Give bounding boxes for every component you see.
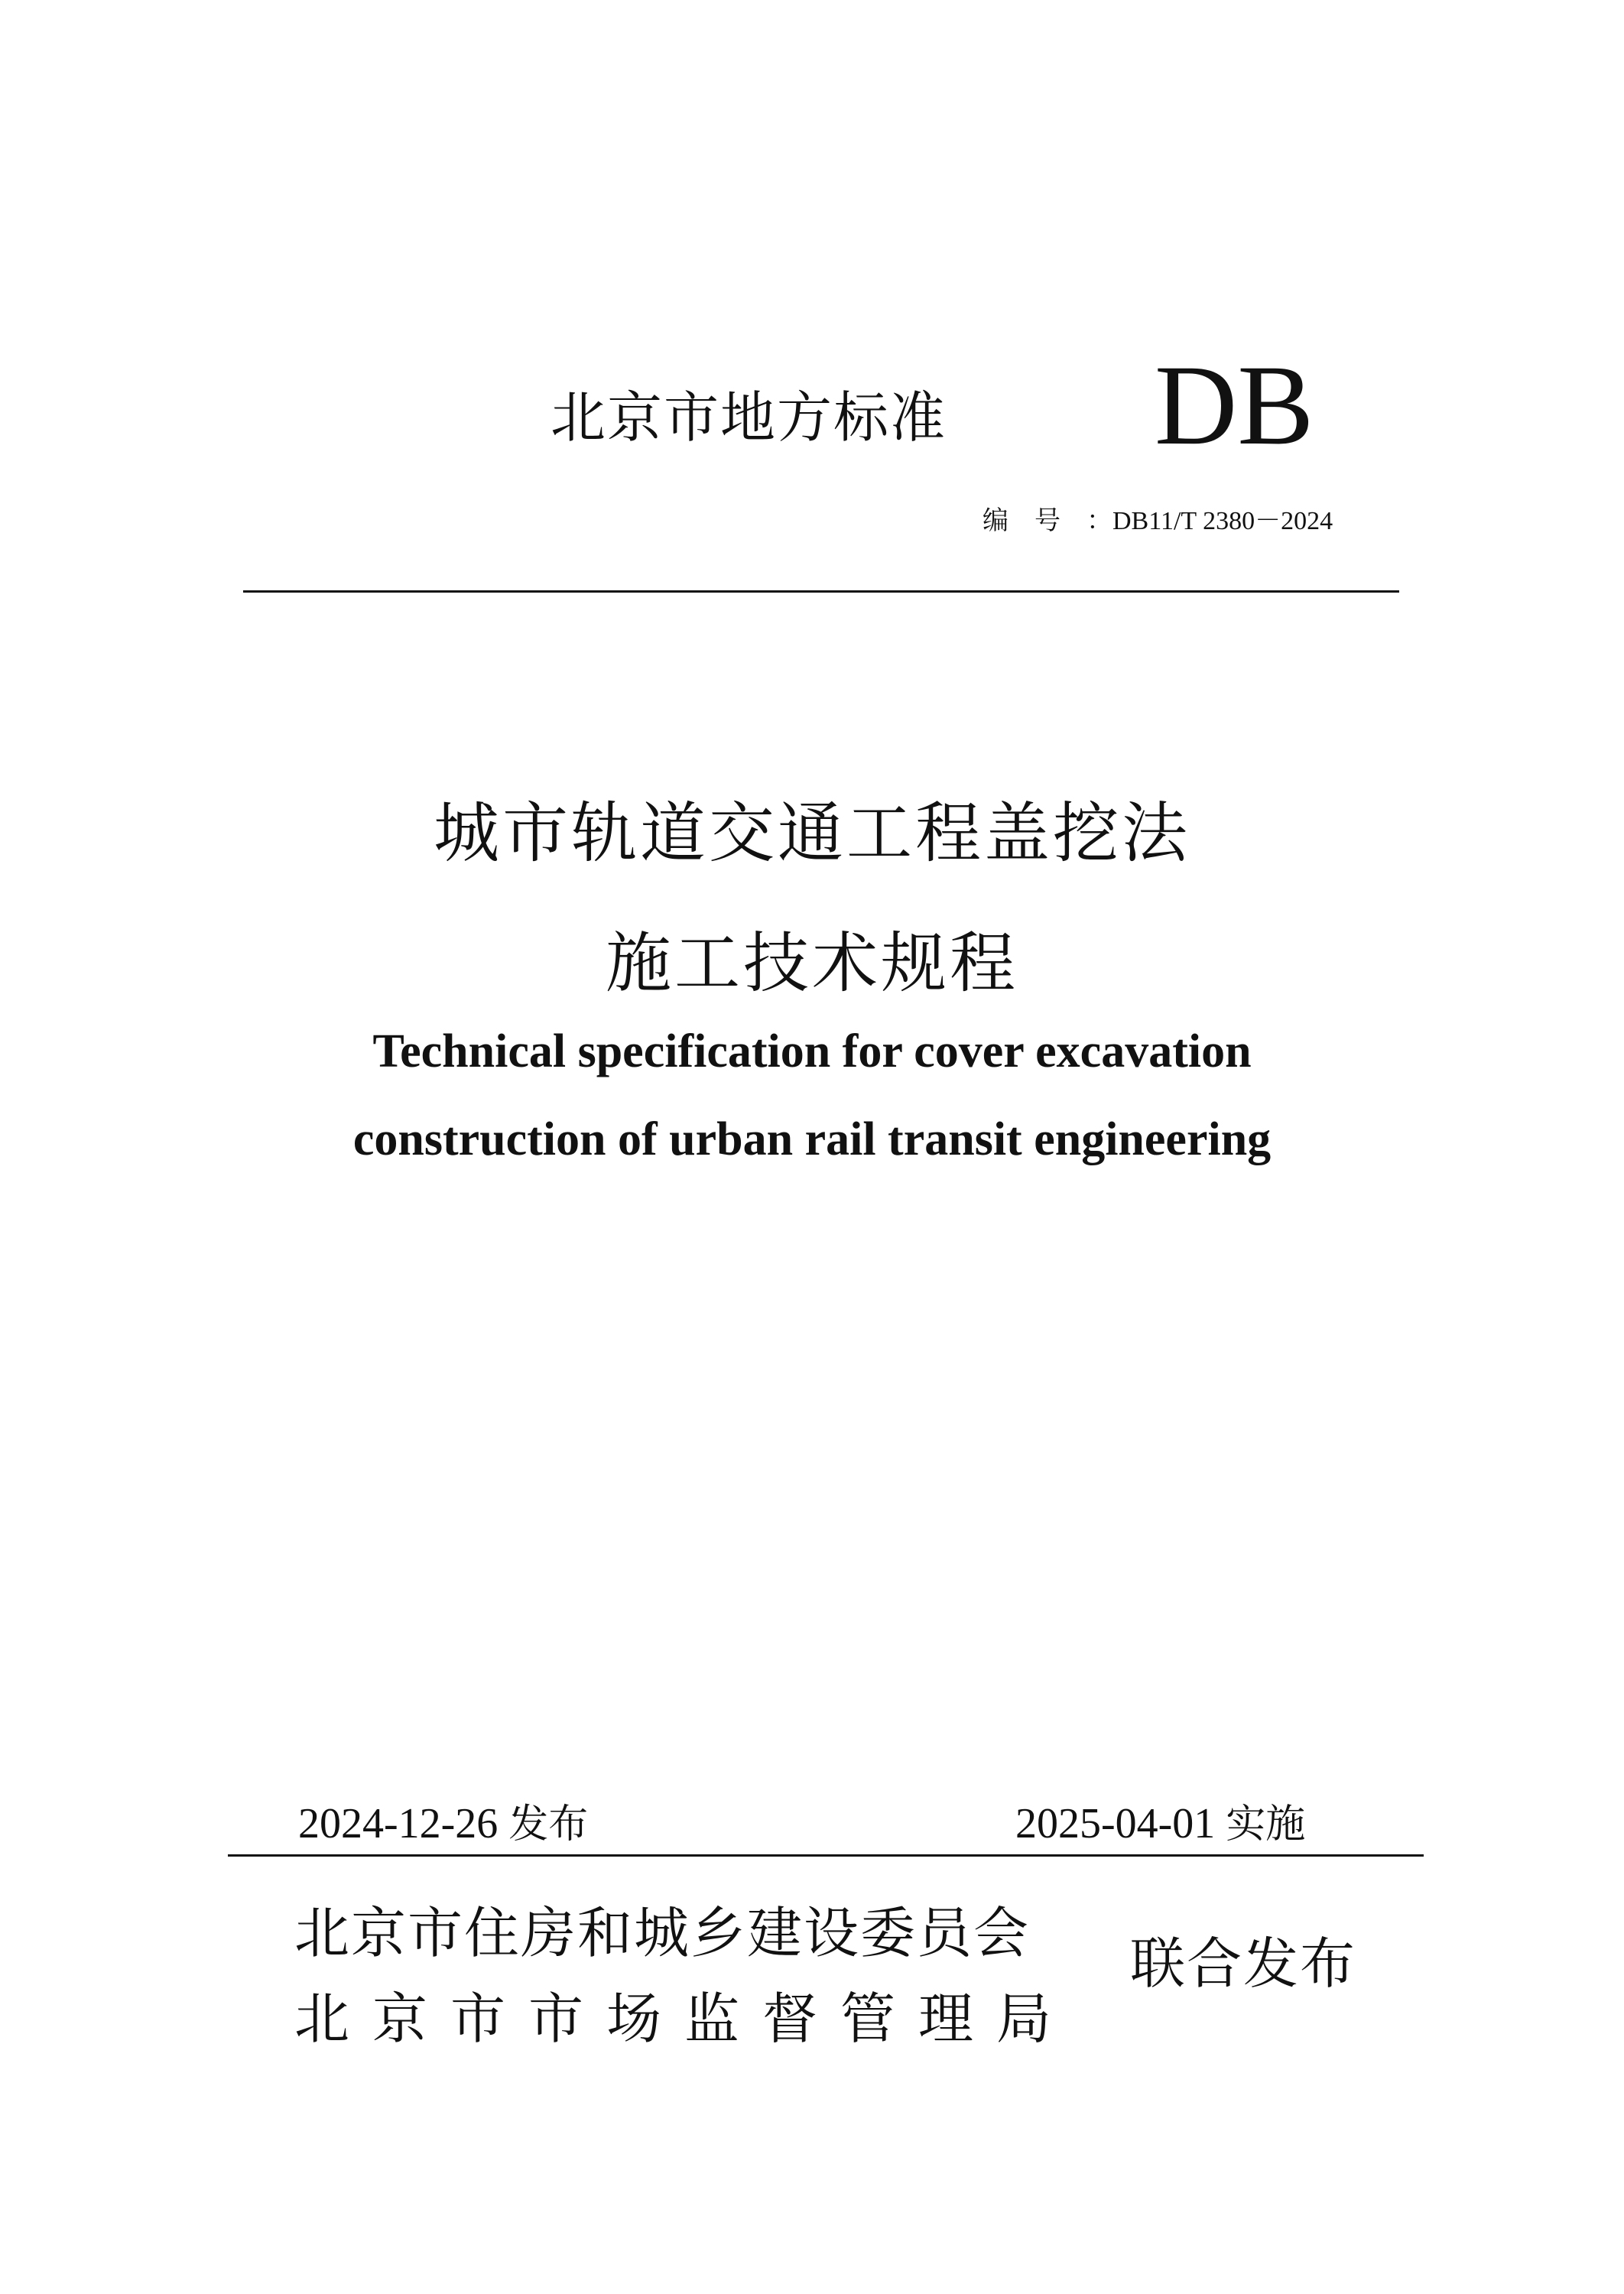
implement-date-label: 实施 — [1226, 1802, 1306, 1847]
issue-date-value: 2024-12-26 — [298, 1800, 499, 1847]
issue-date-label: 发布 — [508, 1802, 589, 1847]
implement-date — [1015, 1792, 1305, 1849]
bottom-divider — [228, 1854, 1424, 1857]
standard-number — [983, 499, 1333, 537]
standard-number-value: DB11/T 2380－2024 — [1112, 507, 1333, 535]
issue-date — [298, 1792, 588, 1849]
title-en-line2: construction of urban rail transit engineering — [352, 1113, 1272, 1165]
standard-type: 北京市地方标准 — [551, 385, 947, 450]
title-cn-line1: 城市轨道交通工程盖挖法 — [434, 795, 1190, 872]
issuer-market-regulation: 北京市市场监督管理局 — [294, 1987, 1075, 2051]
standard-number-separator: ： — [1086, 505, 1112, 536]
standard-number-label: 编号 — [983, 505, 1086, 536]
joint-release-label: 联合发布 — [1130, 1932, 1357, 1996]
implement-date-value: 2025-04-01 — [1015, 1800, 1216, 1847]
top-divider — [243, 590, 1399, 593]
title-cn-line2: 施工技术规程 — [606, 925, 1018, 1002]
issuer-housing-commission: 北京市住房和城乡建设委员会 — [294, 1901, 1031, 1965]
title-en-line1: Technical specification for cover excavation — [372, 1025, 1252, 1077]
db-mark: DB — [1155, 342, 1314, 469]
